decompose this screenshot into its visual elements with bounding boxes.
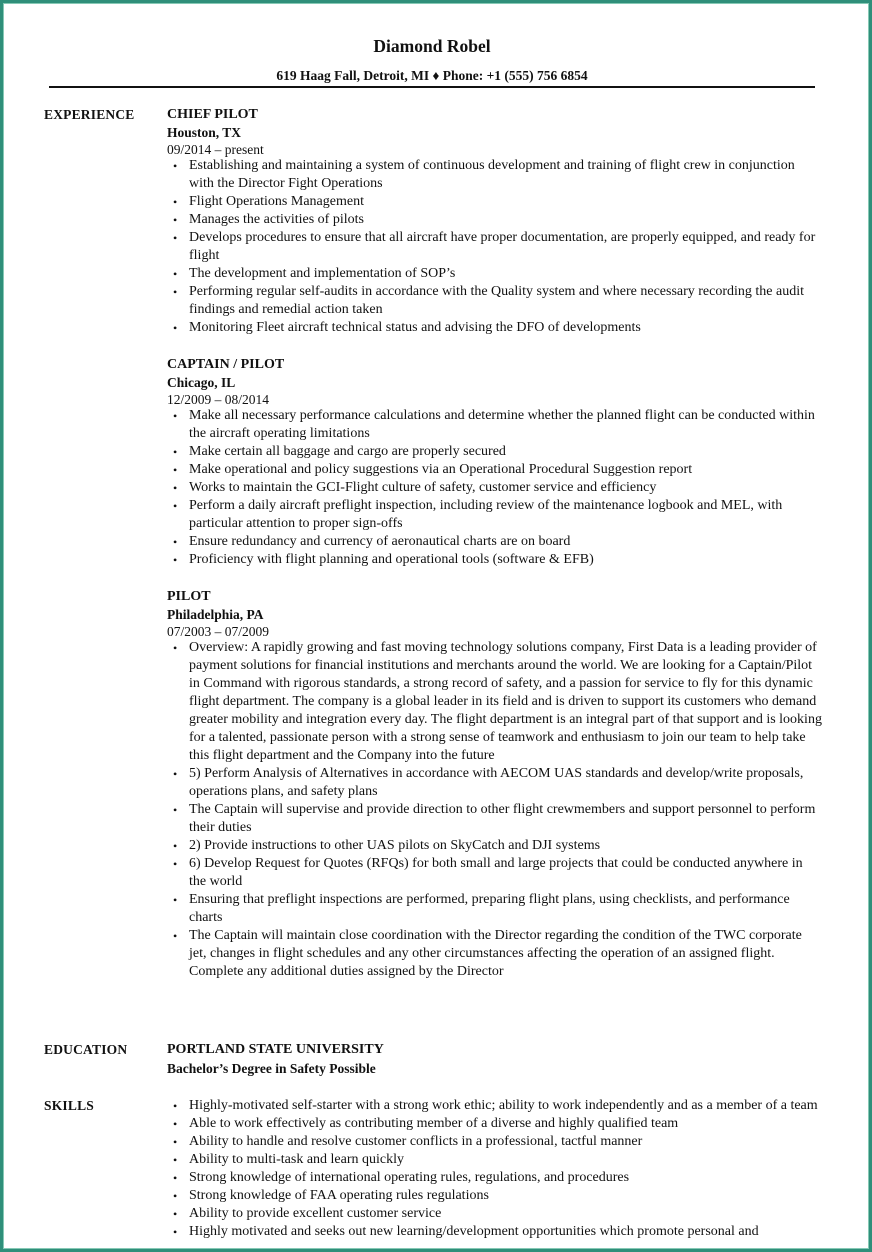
job-title: CAPTAIN / PILOT [167, 357, 285, 372]
list-item: • 2) Provide instructions to other UAS pilots on SkyCatch and DJI systems [167, 837, 822, 855]
list-item: • Ensure redundancy and currency of aeronautical charts are on board [167, 533, 822, 551]
header-divider [49, 86, 815, 88]
job-duties [167, 157, 822, 337]
list-item: • The development and implementation of SOP’s [167, 265, 822, 283]
list-item: • Make certain all baggage and cargo are properly secured [167, 443, 822, 461]
job-entry [167, 588, 822, 981]
list-item: • Highly motivated and seeks out new learning/development opportunities which promote personal and [167, 1223, 822, 1241]
list-item: • The Captain will supervise and provide direction to other flight crewmembers and support personnel to perform their duties [167, 801, 822, 837]
list-item: • The Captain will maintain close coordination with the Director regarding the condition of the TWC corporate jet, changes in flight schedules and any other circumstances affecting the operation of an assigned flight. Complete any additional duties assigned by the Director [167, 927, 822, 981]
list-item: • Strong knowledge of international operating rules, regulations, and procedures [167, 1169, 822, 1187]
school-name: PORTLAND STATE UNIVERSITY [167, 1042, 384, 1057]
list-item: • Manages the activities of pilots [167, 211, 822, 229]
list-item: • Highly-motivated self-starter with a strong work ethic; ability to work independently and as a member of a team [167, 1097, 822, 1115]
job-title: CHIEF PILOT [167, 107, 258, 122]
list-item: • Make operational and policy suggestions via an Operational Procedural Suggestion report [167, 461, 822, 479]
list-item: • Make all necessary performance calculations and determine whether the planned flight can be conducted within the aircraft operating limitations [167, 407, 822, 443]
list-item: • Develops procedures to ensure that all aircraft have proper documentation, are properly equipped, and ready for flight [167, 229, 822, 265]
skills-bullets [167, 1097, 822, 1241]
experience-list [167, 106, 822, 1000]
contact-line: 619 Haag Fall, Detroit, MI ♦ Phone: +1 (555) 756 6854 [276, 68, 588, 83]
job-dates: 07/2003 – 07/2009 [167, 624, 270, 639]
list-item: • Able to work effectively as contributing member of a diverse and highly qualified team [167, 1115, 822, 1133]
skills-list [167, 1097, 822, 1241]
job-title: PILOT [167, 589, 211, 604]
list-item: • Ability to provide excellent customer service [167, 1205, 822, 1223]
section-label-experience: EXPERIENCE [44, 107, 135, 122]
list-item: • Perform a daily aircraft preflight inspection, including review of the maintenance logbook and MEL, with particular attention to proper sign-offs [167, 497, 822, 533]
list-item: • Performing regular self-audits in accordance with the Quality system and where necessary recording the audit findings and remedial action taken [167, 283, 822, 319]
list-item: • Flight Operations Management [167, 193, 822, 211]
section-label-education: EDUCATION [44, 1042, 128, 1057]
list-item: • Works to maintain the GCI-Flight culture of safety, customer service and efficiency [167, 479, 822, 497]
list-item: • Overview: A rapidly growing and fast moving technology solutions company, First Data is a leading provider of payment solutions for financial institutions and merchants around the world. We are looking for a Captain/Pilot in Command with rigorous standards, a strong record of safety, and a passion for service to fly for this dynamic flight department. The company is a global leader in its field and is driven to support its customers who demand greater mobility and integration every day. The flight department is an integral part of that support and is looking for a talented, passionate person with a strong sense of teamwork and enthusiasm to join our team to help take this flight department and the Company into the future [167, 639, 822, 765]
job-dates: 09/2014 – present [167, 142, 264, 157]
education-entry [167, 1041, 822, 1079]
section-label-skills: SKILLS [44, 1098, 94, 1113]
job-duties [167, 407, 822, 569]
job-location: Chicago, IL [167, 375, 236, 390]
job-location: Houston, TX [167, 125, 242, 140]
job-duties [167, 639, 822, 981]
job-dates: 12/2009 – 08/2014 [167, 392, 270, 407]
list-item: • 6) Develop Request for Quotes (RFQs) for both small and large projects that could be conducted anywhere in the world [167, 855, 822, 891]
list-item: • 5) Perform Analysis of Alternatives in accordance with AECOM UAS standards and develop/write proposals, operations plans, and safety plans [167, 765, 822, 801]
degree-name: Bachelor’s Degree in Safety Possible [167, 1061, 376, 1076]
job-entry [167, 106, 822, 337]
list-item: • Ensuring that preflight inspections are performed, preparing flight plans, using checklists, and performance charts [167, 891, 822, 927]
list-item: • Establishing and maintaining a system of continuous development and training of flight crew in conjunction with the Director Fight Operations [167, 157, 822, 193]
list-item: • Ability to multi-task and learn quickly [167, 1151, 822, 1169]
list-item: • Proficiency with flight planning and operational tools (software & EFB) [167, 551, 822, 569]
list-item: • Monitoring Fleet aircraft technical status and advising the DFO of developments [167, 319, 822, 337]
job-entry [167, 356, 822, 569]
resume-header [49, 3, 815, 84]
candidate-name: Diamond Robel [373, 36, 491, 56]
list-item: • Strong knowledge of FAA operating rules regulations [167, 1187, 822, 1205]
job-location: Philadelphia, PA [167, 607, 264, 622]
list-item: • Ability to handle and resolve customer conflicts in a professional, tactful manner [167, 1133, 822, 1151]
